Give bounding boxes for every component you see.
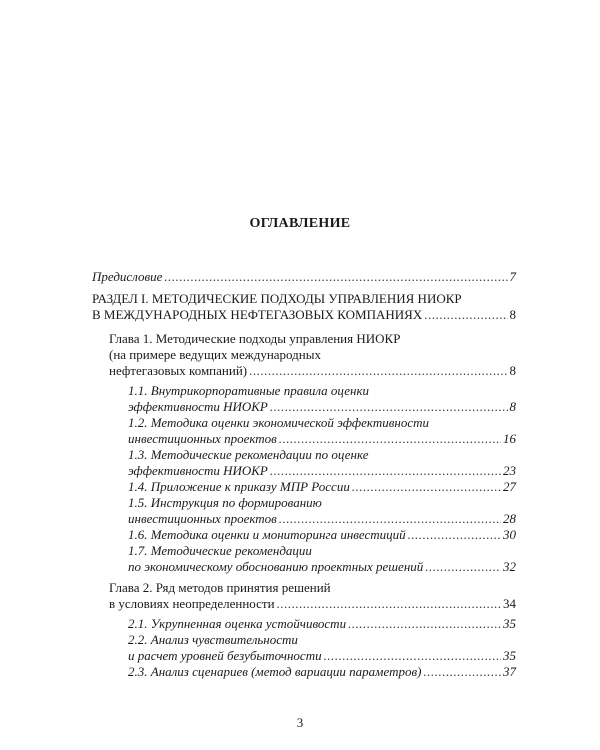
toc-entry-text: 1.5. Инструкция по формированию <box>128 495 322 510</box>
toc-page-number: 32 <box>503 559 516 574</box>
toc-entry-text: инвестиционных проектов <box>128 511 277 526</box>
toc-entry-text: 2.3. Анализ сценариев (метод вариации параметров) <box>128 664 422 679</box>
dot-leader <box>270 399 508 415</box>
toc-entry-1-6[interactable] <box>128 527 516 543</box>
toc-page-number: 8 <box>509 399 516 414</box>
toc-entry-text: 2.2. Анализ чувствительности <box>128 632 298 647</box>
toc-page-number: 30 <box>503 527 516 542</box>
toc-entry-1-5[interactable] <box>128 495 516 527</box>
toc-entry-text: Глава 2. Ряд методов принятия решений <box>109 580 331 595</box>
toc-entry-text: 1.4. Приложение к приказу МПР России <box>128 479 350 494</box>
dot-leader <box>270 463 501 479</box>
dot-leader <box>352 479 501 495</box>
toc-entry-text: 1.7. Методические рекомендации <box>128 543 312 558</box>
toc-entry-2-2[interactable] <box>128 632 516 664</box>
toc-entry-text: 1.2. Методика оценки экономической эффективности <box>128 415 429 430</box>
toc-entry-text: по экономическому обоснованию проектных решений <box>128 559 424 574</box>
toc-entry-preface[interactable] <box>92 269 516 285</box>
toc-entry-text: 1.3. Методические рекомендации по оценке <box>128 447 369 462</box>
toc-page-number: 28 <box>503 511 516 526</box>
toc-entry-2-3[interactable] <box>128 664 516 680</box>
toc-entry-chapter-2[interactable] <box>109 580 516 612</box>
dot-leader <box>277 596 501 612</box>
toc-page-number: 23 <box>503 463 516 478</box>
toc-page-number: 16 <box>503 431 516 446</box>
toc-page-number: 35 <box>503 616 516 631</box>
toc-entry-text: 1.1. Внутрикорпоративные правила оценки <box>128 383 370 398</box>
toc-entry-text: в условиях неопределенности <box>109 596 275 611</box>
toc-page-number: 27 <box>503 479 516 494</box>
dot-leader <box>408 527 501 543</box>
toc-page-number: 7 <box>509 269 516 284</box>
page-number: 3 <box>296 715 304 730</box>
toc-entry-text: (на примере ведущих международных <box>109 347 321 362</box>
toc-entry-text: инвестиционных проектов <box>128 431 277 446</box>
toc-entry-text: В МЕЖДУНАРОДНЫХ НЕФТЕГАЗОВЫХ КОМПАНИЯХ <box>92 307 423 322</box>
toc-entry-1-2[interactable] <box>128 415 516 447</box>
toc-entry-2-1[interactable] <box>128 616 516 632</box>
toc-entry-text: 1.6. Методика оценки и мониторинга инвестиций <box>128 527 406 542</box>
toc-entry-text: Глава 1. Методические подходы управления НИОКР <box>109 331 401 346</box>
toc-entry-1-7[interactable] <box>128 543 516 575</box>
toc-entry-1-4[interactable] <box>128 479 516 495</box>
dot-leader <box>423 664 501 680</box>
toc-entry-text: и расчет уровней безубыточности <box>128 648 322 663</box>
dot-leader <box>249 363 507 379</box>
toc-page-number: 8 <box>509 307 516 322</box>
toc-entry-section-1[interactable] <box>92 291 516 323</box>
dot-leader <box>164 269 507 285</box>
dot-leader <box>279 511 501 527</box>
toc-page-number: 8 <box>509 363 516 378</box>
toc-entry-text: эффективности НИОКР <box>128 463 268 478</box>
dot-leader <box>279 431 501 447</box>
toc-entry-text: Предисловие <box>92 269 163 284</box>
toc-entry-1-1[interactable] <box>128 383 516 415</box>
dot-leader <box>348 616 501 632</box>
toc-entry-1-3[interactable] <box>128 447 516 479</box>
toc-entry-text: эффективности НИОКР <box>128 399 268 414</box>
toc-page-number: 34 <box>503 596 516 611</box>
toc-entry-text: РАЗДЕЛ I. МЕТОДИЧЕСКИЕ ПОДХОДЫ УПРАВЛЕНИЯ НИОКР <box>92 291 462 306</box>
toc-entry-text: нефтегазовых компаний) <box>109 363 248 378</box>
dot-leader <box>324 648 501 664</box>
toc-title: ОГЛАВЛЕНИЕ <box>249 216 351 231</box>
toc-entry-text: 2.1. Укрупненная оценка устойчивости <box>128 616 347 631</box>
toc-page-number: 37 <box>503 664 516 679</box>
toc-page-number: 35 <box>503 648 516 663</box>
dot-leader <box>424 307 507 323</box>
dot-leader <box>425 559 501 575</box>
toc-entry-chapter-1[interactable] <box>109 331 516 379</box>
